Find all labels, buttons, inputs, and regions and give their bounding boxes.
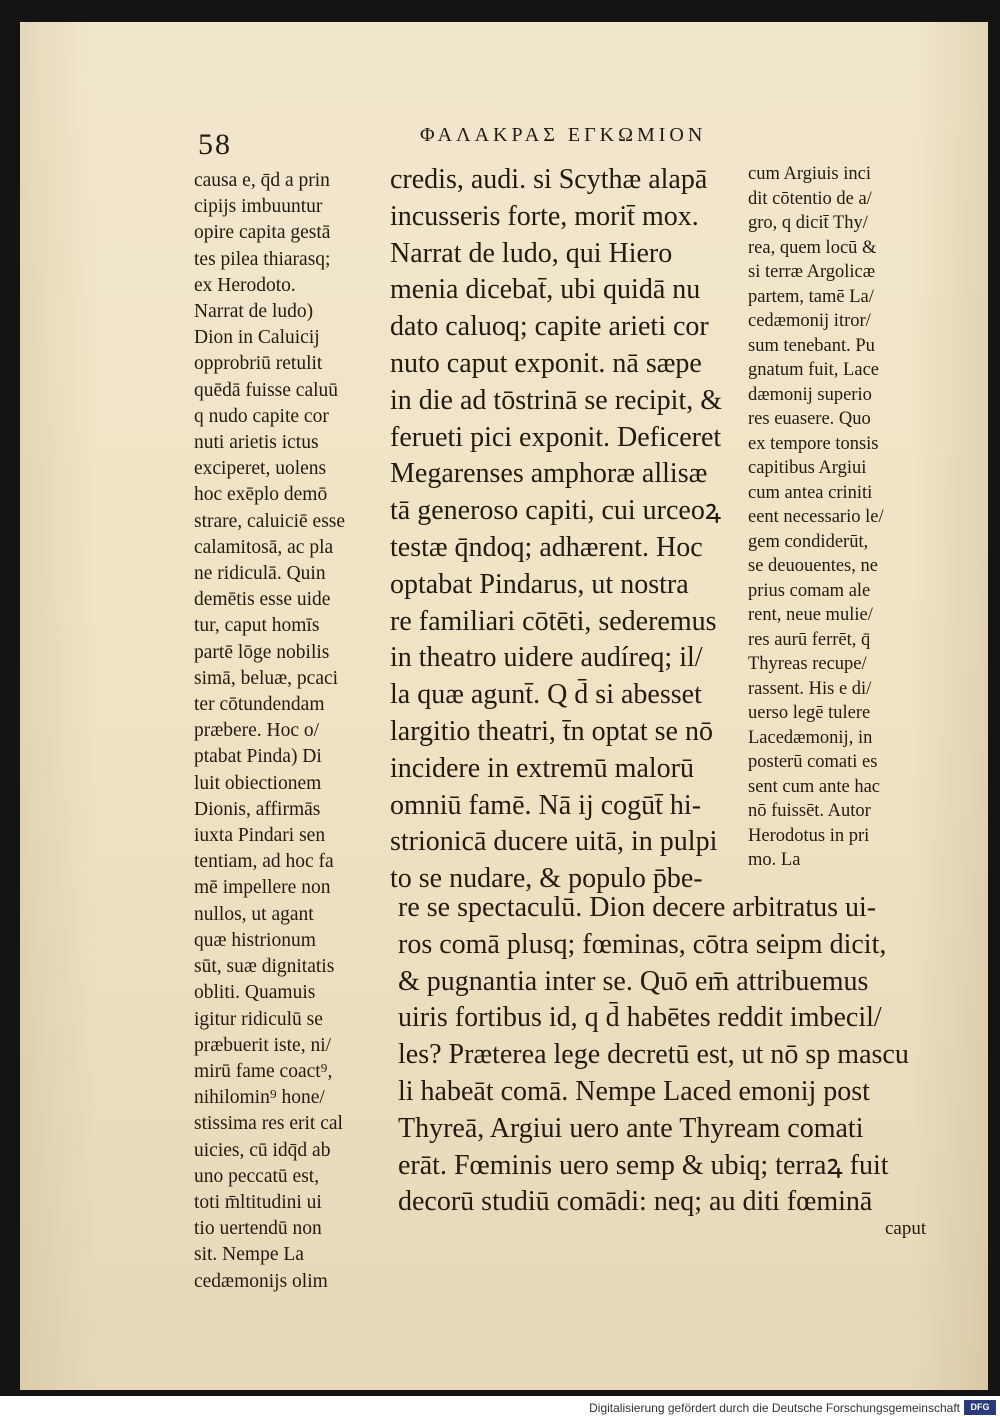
footer-credit: Digitalisierung gefördert durch die Deutsche Forschungsgemeinschaft xyxy=(589,1401,960,1415)
text-line: res aurū ferrēt, q̄ xyxy=(748,629,871,650)
text-line: gnatum fuit, Lace xyxy=(748,360,879,380)
text-line: tā generoso capiti, cui urceoꝝ xyxy=(390,495,722,527)
text-line: partem, tamē La/ xyxy=(748,286,874,307)
text-line: cedæmonijs olim xyxy=(194,1270,328,1292)
text-line: tentiam, ad hoc fa xyxy=(194,851,334,873)
text-line: li habeāt comā. Nempe Laced emonij post xyxy=(398,1075,870,1107)
text-line: quēdā fuisse caluū xyxy=(194,379,339,401)
text-line: uno peccatū est, xyxy=(194,1165,320,1187)
text-line: igitur ridiculū se xyxy=(194,1008,323,1030)
text-line: dæmonij superio xyxy=(748,384,872,405)
text-line: sent cum ante hac xyxy=(748,776,881,797)
text-line: incidere in extremū malorū xyxy=(390,752,694,784)
text-line: uicies, cū idq̄d ab xyxy=(194,1139,331,1161)
text-line: ferueti pici exponit. Deficeret xyxy=(390,421,722,453)
text-line: ros comā plusq; fœminas, cōtra seipm dicit, xyxy=(398,928,887,960)
text-line: tur, caput homīs xyxy=(194,615,320,637)
text-line: q nudo capite cor xyxy=(194,405,329,427)
text-line: dato caluoq; capite arieti cor xyxy=(390,311,709,343)
text-line: dit cōtentio de a/ xyxy=(748,188,872,209)
text-line: testæ q̄ndoq; adhærent. Hoc xyxy=(390,531,703,563)
right-margin-commentary xyxy=(748,162,948,873)
text-line: nihilomin⁹ hone/ xyxy=(194,1087,325,1109)
text-line: exciperet, uolens xyxy=(194,458,327,480)
text-line: præbere. Hoc o/ xyxy=(194,720,320,742)
text-line: cum Argiuis inci xyxy=(748,164,871,184)
text-line: Narrat de ludo, qui Hiero xyxy=(390,237,673,269)
text-line: Dion in Caluicij xyxy=(194,327,320,349)
text-line: res euasere. Quo xyxy=(748,409,871,429)
text-line: obliti. Quamuis xyxy=(194,982,316,1004)
text-line: la quæ agunt̄. Q d̄ si abesset xyxy=(390,679,702,711)
left-margin-commentary xyxy=(194,168,404,1295)
text-line: re se spectaculū. Dion decere arbitratus ui- xyxy=(398,892,877,923)
text-line: nullos, ut agant xyxy=(194,903,314,925)
text-line: partē lōge nobilis xyxy=(194,641,330,663)
text-line: incusseris forte, morit̄ mox. xyxy=(390,200,699,232)
text-line: ne ridiculā. Quin xyxy=(194,563,326,585)
text-line: re familiari cōtēti, sederemus xyxy=(390,605,717,637)
text-line: opire capita gestā xyxy=(194,222,331,244)
text-line: ptabat Pinda) Di xyxy=(194,746,322,768)
text-line: ter cōtundendam xyxy=(194,694,325,716)
text-line: eent necessario le/ xyxy=(748,507,884,527)
text-line: sum tenebant. Pu xyxy=(748,335,875,356)
text-line: stissima res erit cal xyxy=(194,1113,343,1135)
text-line: omniū famē. Nā ij cogūt̄ hi- xyxy=(390,789,702,821)
text-line: strionicā ducere uitā, in pulpi xyxy=(390,826,718,858)
text-line: mirū fame coact⁹, xyxy=(194,1060,333,1082)
text-line: nō fuissēt. Autor xyxy=(748,801,871,821)
text-line: les? Præterea lege decretū est, ut nō sp mascu xyxy=(398,1039,909,1071)
text-line: iuxta Pindari sen xyxy=(194,825,326,847)
text-line: tes pilea thiarasq; xyxy=(194,248,331,270)
text-line: in theatro uidere audíreq; il/ xyxy=(390,642,703,674)
text-line: causa e, q̄d a prin xyxy=(194,170,330,191)
text-line: Lacedæmonij, in xyxy=(748,727,873,748)
text-line: rassent. His e di/ xyxy=(748,678,872,699)
text-line: præbuerit iste, ni/ xyxy=(194,1034,332,1056)
text-line: sūt, suæ dignitatis xyxy=(194,956,335,978)
text-line: ex Herodoto. xyxy=(194,274,296,296)
text-line: posterū comati es xyxy=(748,752,878,772)
text-line: Narrat de ludo) xyxy=(194,301,314,323)
text-line: menia dicebat̄, ubi quidā nu xyxy=(390,274,701,306)
text-line: rent, neue mulie/ xyxy=(748,605,873,625)
text-line: calamitosā, ac pla xyxy=(194,536,334,558)
text-line: tio uertendū non xyxy=(194,1218,322,1240)
book-page xyxy=(20,22,988,1390)
text-line: quæ histrionum xyxy=(194,929,316,951)
text-line: Thyreā, Argiui uero ante Thyream comati xyxy=(398,1112,864,1144)
text-line: Megarenses amphoræ allisæ xyxy=(390,458,708,490)
digitization-footer xyxy=(0,1396,1000,1420)
text-line: to se nudare, & populo p̄be- xyxy=(390,863,703,895)
text-line: uiris fortibus id, q d̄ habētes reddit imbecil/ xyxy=(398,1002,882,1034)
text-line: luit obiectionem xyxy=(194,772,322,794)
text-line: uerso legē tulere xyxy=(748,703,871,723)
text-line: cipijs imbuuntur xyxy=(194,196,323,218)
text-line: strare, caluiciē esse xyxy=(194,510,346,532)
page-number: 58 xyxy=(198,128,232,161)
text-line: Herodotus in pri xyxy=(748,825,870,846)
text-line: gem condiderūt, xyxy=(748,531,869,552)
text-line: nuto caput exponit. nā sæpe xyxy=(390,347,702,379)
text-line: Dionis, affirmās xyxy=(194,798,321,820)
text-line: credis, audi. si Scythæ alapā xyxy=(390,164,708,195)
text-line: se deuouentes, ne xyxy=(748,556,878,576)
text-line: cum antea criniti xyxy=(748,482,873,503)
main-text-continuation xyxy=(398,890,958,1221)
dfg-logo: DFG xyxy=(964,1400,996,1415)
text-line: rea, quem locū & xyxy=(748,237,877,258)
running-head: ΦΑΛΑΚΡΑΣ ΕΓΚΩΜΙΟΝ xyxy=(420,124,707,146)
text-line: mo. La xyxy=(748,850,801,870)
text-line: capitibus Argiui xyxy=(748,458,867,478)
catchword: caput xyxy=(885,1218,927,1239)
text-line: mē impellere non xyxy=(194,877,331,899)
text-line: erāt. Fœminis uero semp & ubiq; terraꝝ fuit xyxy=(398,1149,889,1181)
text-line: si terræ Argolicæ xyxy=(748,262,876,282)
text-line: cedæmonij itror/ xyxy=(748,311,871,331)
main-text-column xyxy=(390,162,750,898)
text-line: Thyreas recupe/ xyxy=(748,654,867,674)
text-line: ex tempore tonsis xyxy=(748,433,879,454)
text-line: & pugnantia inter se. Quō em̄ attribuemus xyxy=(398,965,869,997)
text-line: in die ad tōstrinā se recipit, & xyxy=(390,384,723,416)
text-line: hoc exēplo demō xyxy=(194,484,328,506)
text-line: optabat Pindarus, ut nostra xyxy=(390,568,689,600)
text-line: nuti arietis ictus xyxy=(194,432,319,454)
text-line: prius comam ale xyxy=(748,580,871,601)
text-line: simā, beluæ, pcaci xyxy=(194,667,339,689)
text-line: demētis esse uide xyxy=(194,589,331,611)
text-line: largitio theatri, t̄n optat se nō xyxy=(390,715,713,747)
text-line: toti m̄ltitudini ui xyxy=(194,1191,322,1213)
text-line: opprobriū retulit xyxy=(194,353,323,375)
text-line: sit. Nempe La xyxy=(194,1244,304,1266)
text-line: gro, q dicit̄ Thy/ xyxy=(748,213,868,233)
text-line: decorū studiū comādi: neq; au diti fœminā xyxy=(398,1186,873,1218)
